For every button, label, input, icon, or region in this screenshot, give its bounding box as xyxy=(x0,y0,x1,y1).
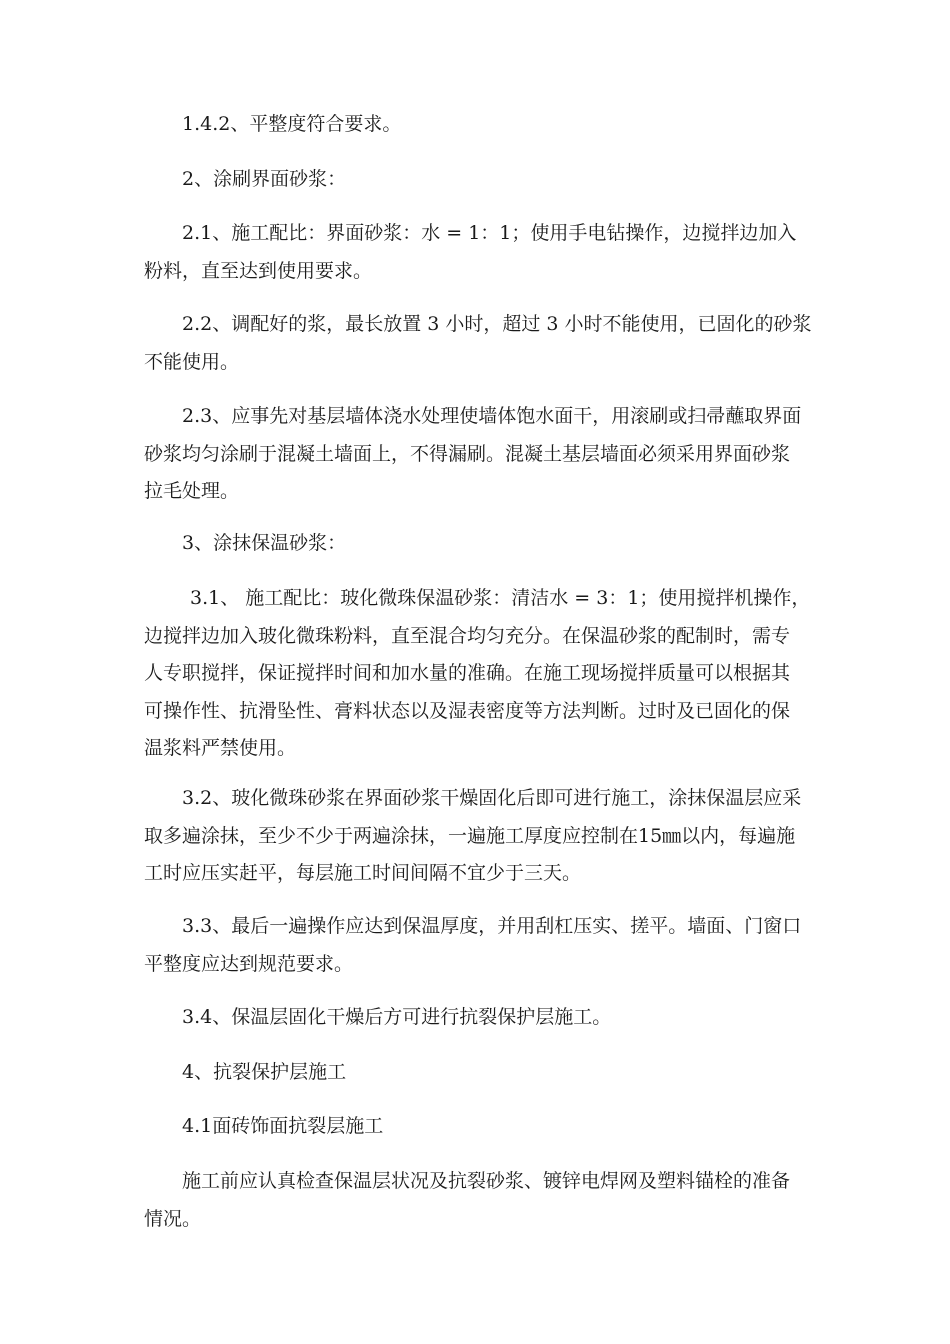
paragraph-line: 人专职搅拌，保证搅拌时间和加水量的准确。在施工现场搅拌质量可以根据其 xyxy=(144,662,791,684)
heading-2-interface-mortar xyxy=(144,161,812,199)
paragraph-line: 粉料，直至达到使用要求。 xyxy=(144,259,373,282)
heading-4-crack-resistant-layer xyxy=(144,1054,812,1092)
paragraph-line: 温浆料严禁使用。 xyxy=(144,737,297,759)
paragraph-2-3 xyxy=(144,398,812,511)
paragraph-line: 不能使用。 xyxy=(144,350,240,373)
paragraph-line: 1.4.2、平整度符合要求。 xyxy=(182,113,402,135)
paragraph-line: 取多遍涂抹，至少不少于两遍涂抹，一遍施工厚度应控制在15㎜以内，每遍施 xyxy=(144,824,796,847)
paragraph-3-3 xyxy=(144,908,812,983)
paragraph-line: 3.4、保温层固化干燥后方可进行抗裂保护层施工。 xyxy=(182,1006,612,1028)
paragraph-line: 3、涂抹保温砂浆： xyxy=(182,532,347,554)
paragraph-3-2 xyxy=(144,780,812,893)
paragraph-1-4-2 xyxy=(144,106,812,144)
paragraph-line: 可操作性、抗滑坠性、膏料状态以及湿表密度等方法判断。过时及已固化的保 xyxy=(144,699,791,722)
paragraph-line: 4.1面砖饰面抗裂层施工 xyxy=(182,1115,384,1137)
paragraph-line: 3.2、玻化微珠砂浆在界面砂浆干燥固化后即可进行施工，涂抹保温层应采 xyxy=(182,787,802,809)
paragraph-3-4 xyxy=(144,999,812,1037)
paragraph-line: 3.3、最后一遍操作应达到保温厚度，并用刮杠压实、搓平。墙面、门窗口 xyxy=(182,915,802,937)
paragraph-line: 情况。 xyxy=(144,1207,202,1230)
heading-3-insulation-mortar xyxy=(144,525,812,563)
paragraph-3-1 xyxy=(144,580,812,768)
paragraph-line: 3.1、 施工配比：玻化微珠保温砂浆：清洁水 = 3：1；使用搅拌机操作， xyxy=(190,587,811,609)
paragraph-2-2 xyxy=(144,306,812,381)
paragraph-line: 拉毛处理。 xyxy=(144,480,240,502)
paragraph-line: 平整度应达到规范要求。 xyxy=(144,952,354,975)
paragraph-line: 2、涂刷界面砂浆： xyxy=(182,168,347,190)
paragraph-line: 2.3、应事先对基层墙体浇水处理使墙体饱水面干，用滚刷或扫帚蘸取界面 xyxy=(182,405,802,427)
paragraph-line: 砂浆均匀涂刷于混凝土墙面上，不得漏刷。混凝土基层墙面必须采用界面砂浆 xyxy=(144,442,791,465)
paragraph-line: 边搅拌边加入玻化微珠粉料，直至混合均匀充分。在保温砂浆的配制时，需专 xyxy=(144,624,791,647)
paragraph-line: 4、抗裂保护层施工 xyxy=(182,1061,347,1083)
paragraph-line: 工时应压实赶平，每层施工时间间隔不宜少于三天。 xyxy=(144,862,582,884)
paragraph-line: 2.2、调配好的浆，最长放置 3 小时，超过 3 小时不能使用，已固化的砂浆 xyxy=(182,313,812,335)
heading-4-1-tile-finish xyxy=(144,1108,812,1146)
paragraph-pre-construction-check xyxy=(144,1163,812,1238)
paragraph-line: 施工前应认真检查保温层状况及抗裂砂浆、镀锌电焊网及塑料锚栓的准备 xyxy=(182,1170,791,1192)
paragraph-line: 2.1、施工配比：界面砂浆：水 = 1：1；使用手电钻操作，边搅拌边加入 xyxy=(182,222,797,244)
paragraph-2-1 xyxy=(144,215,812,290)
